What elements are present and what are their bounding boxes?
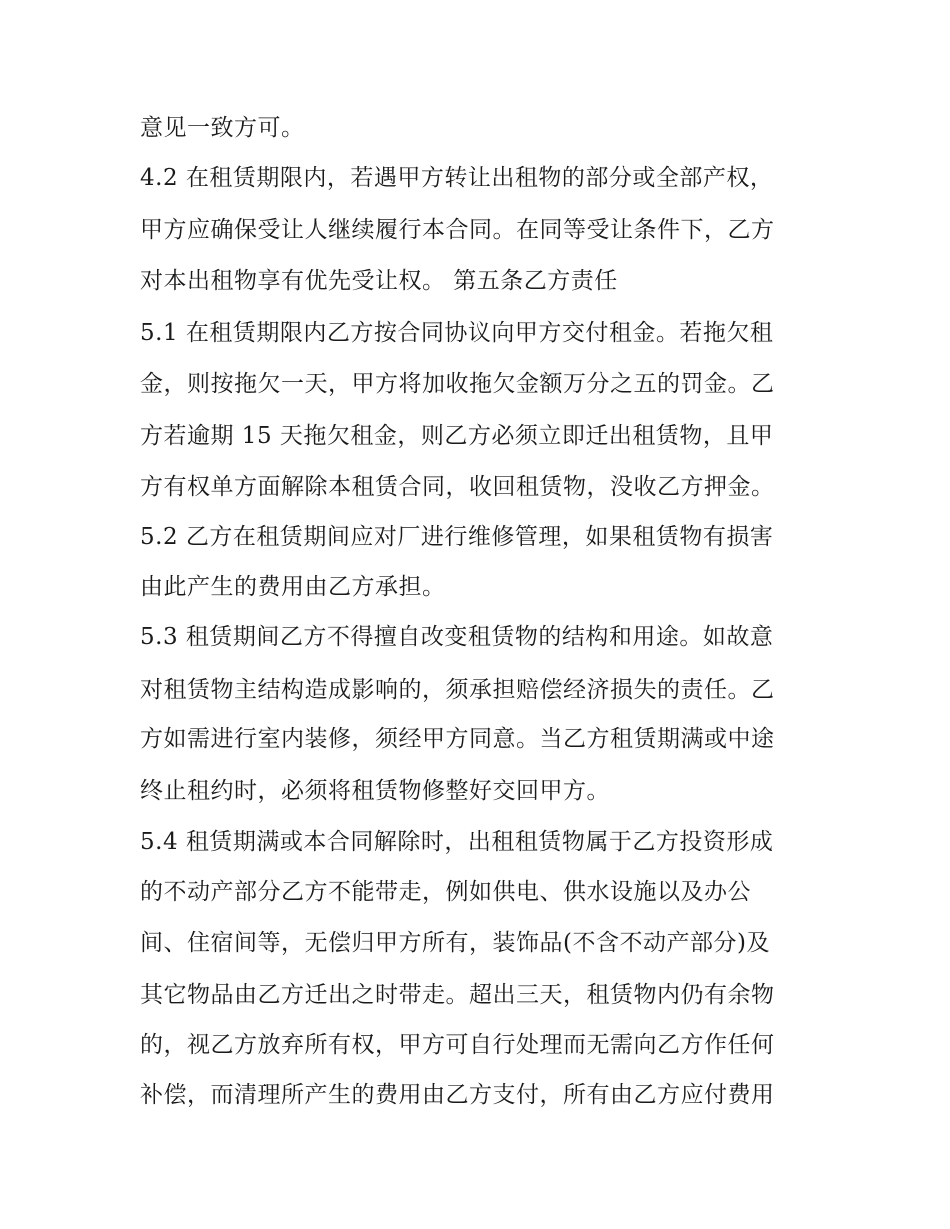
text-line: 的，视乙方放弃所有权，甲方可自行处理而无需向乙方作任何: [140, 1032, 775, 1058]
text-line: 方若逾期 15 天拖欠租金，则乙方必须立即迁出租赁物，且甲: [140, 423, 774, 449]
text-line: 由此产生的费用由乙方承担。: [140, 574, 446, 600]
text-line: 对本出租物享有优先受让权。 第五条乙方责任: [140, 268, 618, 294]
text-line: 5.2 乙方在租赁期间应对厂进行维修管理，如果租赁物有损害: [140, 524, 774, 550]
text-line: 方如需进行室内装修，须经甲方同意。当乙方租赁期满或中途: [140, 726, 775, 752]
text-line: 5.3 租赁期间乙方不得擅自改变租赁物的结构和用途。如故意: [140, 624, 774, 650]
text-line: 5.4 租赁期满或本合同解除时，出租租赁物属于乙方投资形成: [140, 829, 774, 855]
text-line: 对租赁物主结构造成影响的，须承担赔偿经济损失的责任。乙: [140, 677, 775, 703]
text-line: 4.2 在租赁期限内，若遇甲方转让出租物的部分或全部产权，: [140, 165, 774, 191]
text-line: 方有权单方面解除本租赁合同，收回租赁物，没收乙方押金。: [140, 474, 775, 500]
text-line: 甲方应确保受让人继续履行本合同。在同等受让条件下，乙方: [140, 217, 775, 243]
text-line: 5.1 在租赁期限内乙方按合同协议向甲方交付租金。若拖欠租: [140, 320, 774, 346]
text-line: 金，则按拖欠一天，甲方将加收拖欠金额万分之五的罚金。乙: [140, 371, 775, 397]
text-line: 的不动产部分乙方不能带走，例如供电、供水设施以及办公: [140, 879, 751, 905]
text-line: 终止租约时，必须将租赁物修整好交回甲方。: [140, 778, 610, 804]
text-line: 补偿，而清理所产生的费用由乙方支付，所有由乙方应付费用: [140, 1082, 775, 1108]
text-line: 其它物品由乙方迁出之时带走。超出三天，租赁物内仍有余物: [140, 982, 775, 1008]
text-line: 间、住宿间等，无偿归甲方所有，装饰品(不含不动产部分)及: [140, 930, 770, 956]
text-line: 意见一致方可。: [140, 115, 305, 141]
